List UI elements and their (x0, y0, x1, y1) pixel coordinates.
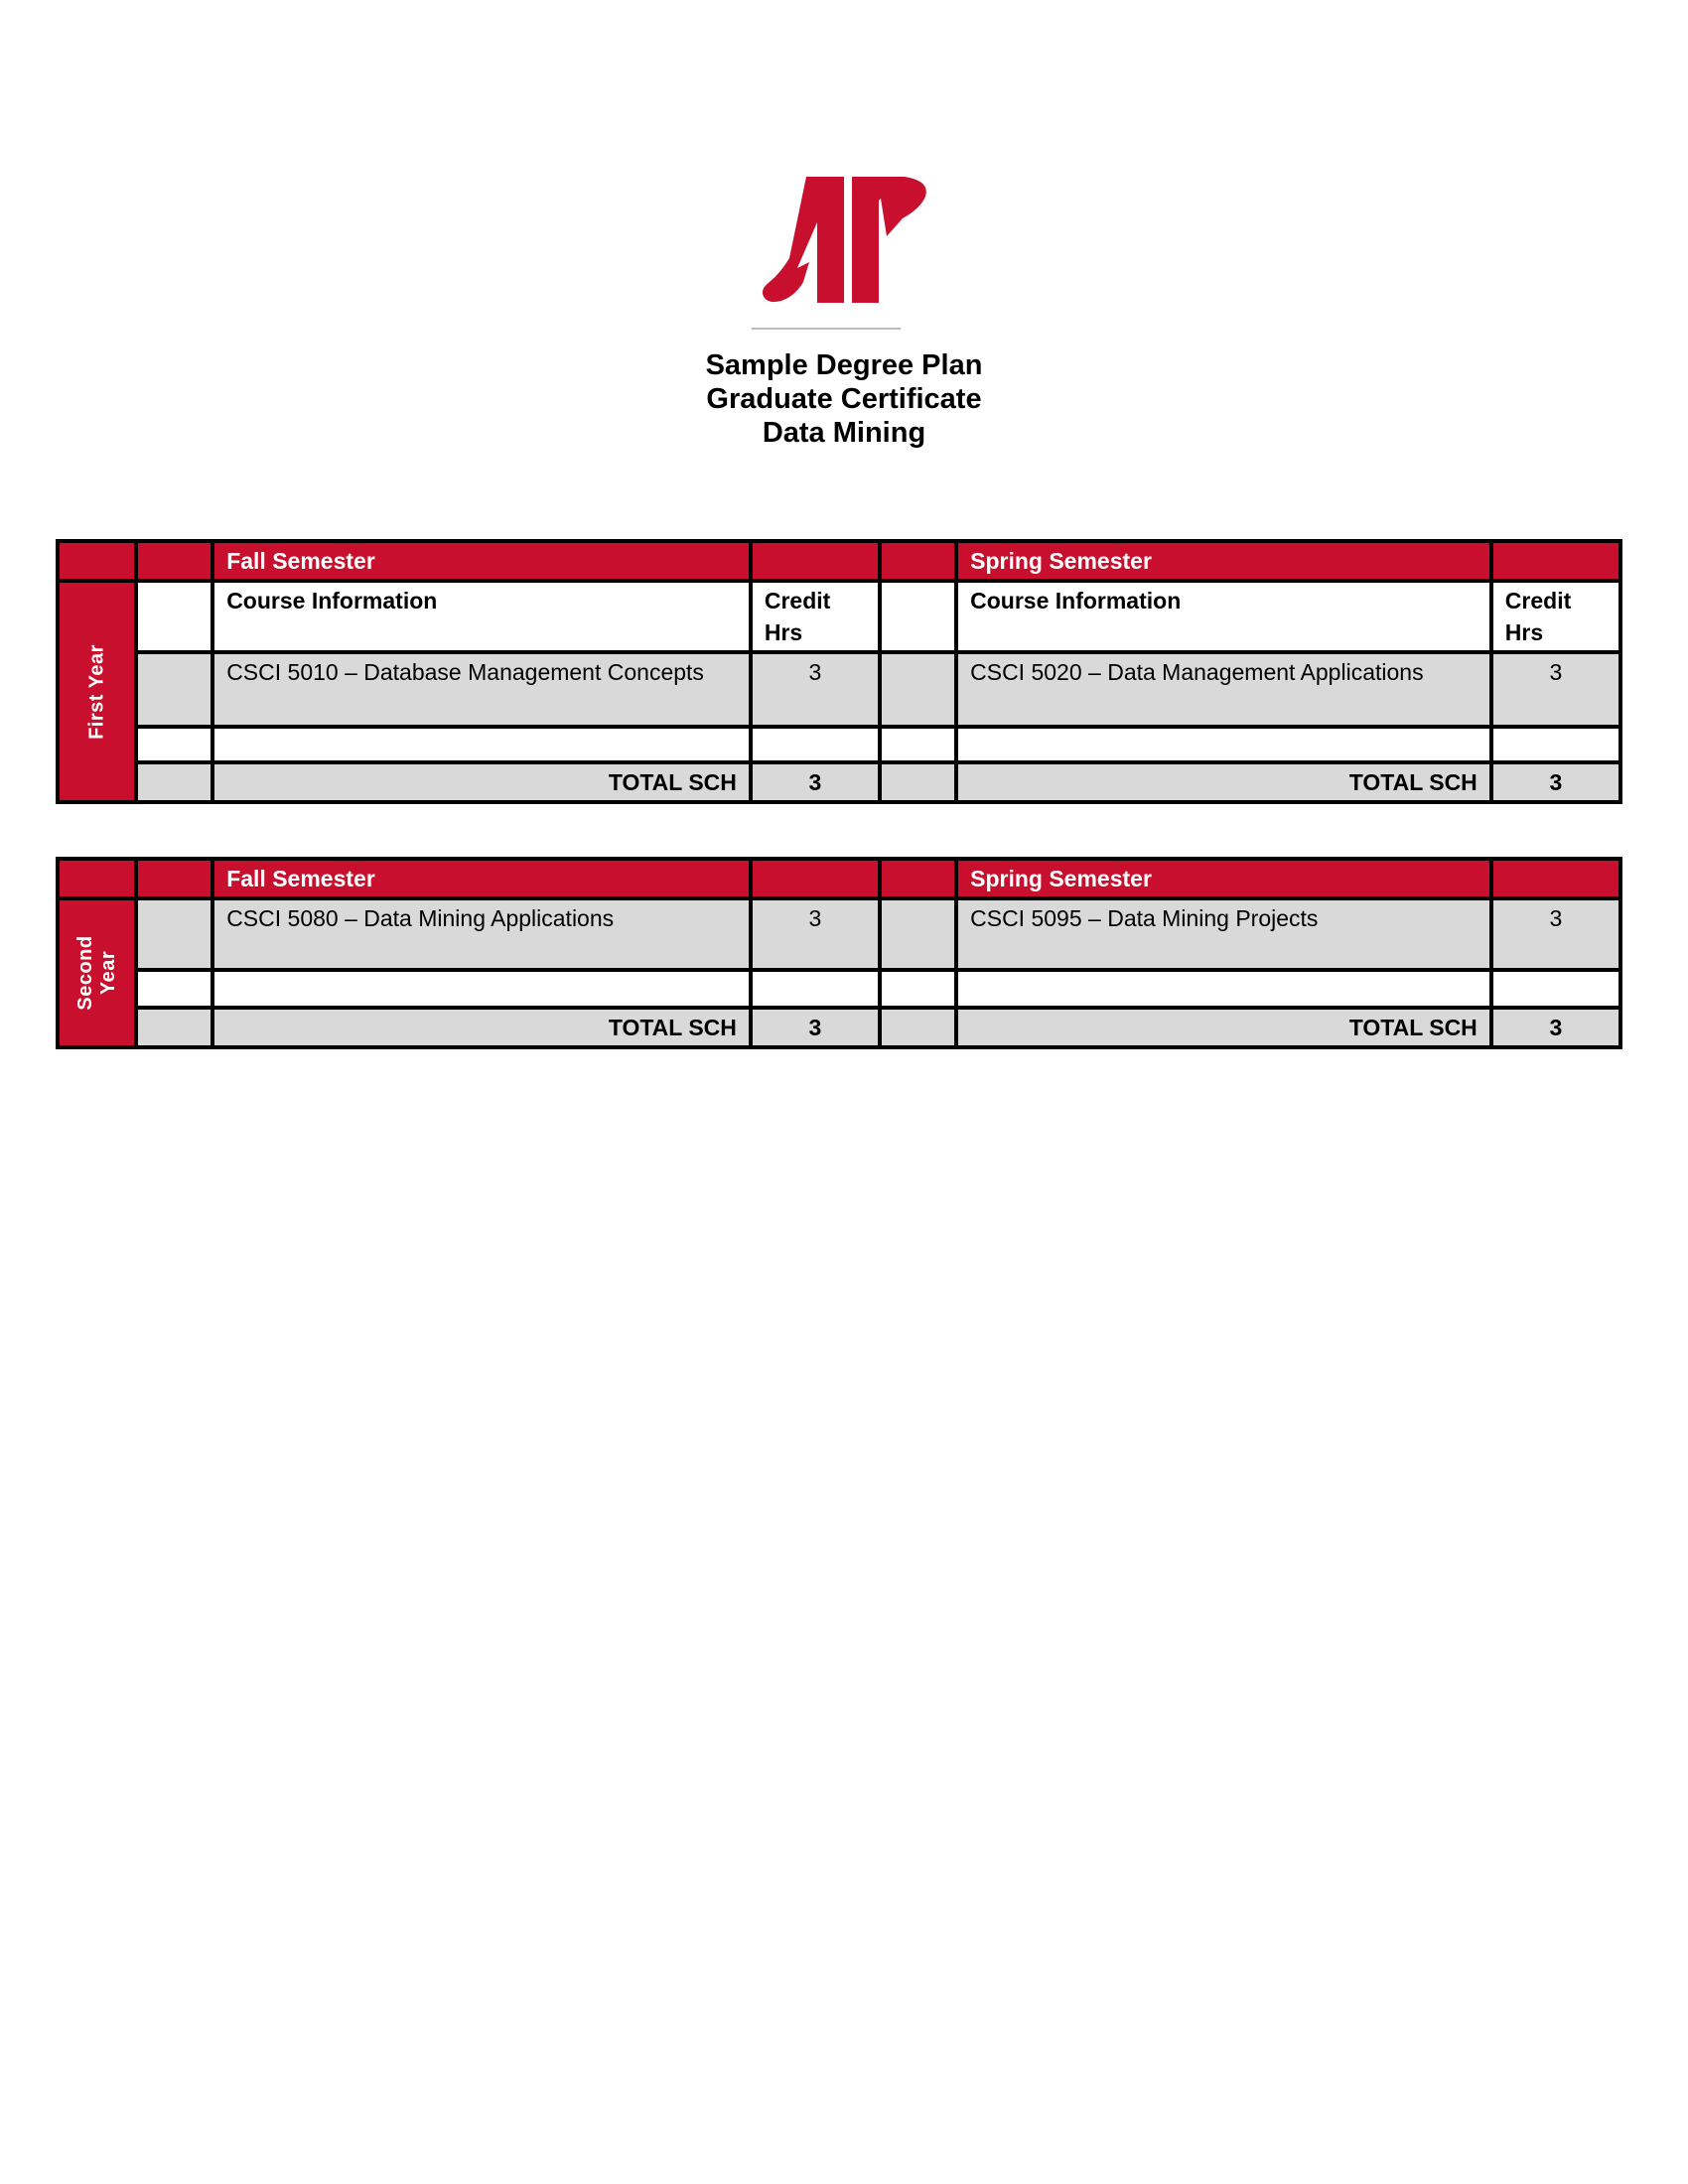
total-row (58, 1008, 1620, 1047)
document-title (0, 348, 1688, 450)
spacer-cell (136, 762, 212, 802)
spring-total-value: 3 (1491, 1008, 1620, 1047)
fall-total-value: 3 (751, 1008, 880, 1047)
fall-course-info-header: Course Information (212, 581, 751, 652)
fall-credit-header-spacer (751, 541, 880, 581)
ap-monogram-icon (760, 177, 933, 303)
spring-credit-header-spacer (1491, 859, 1620, 898)
gap-cell (880, 652, 956, 727)
logo-image-edge (752, 328, 901, 330)
title-line-3: Data Mining (762, 417, 926, 449)
fall-course-cell: CSCI 5010 – Database Management Concepts (212, 652, 751, 727)
spring-total-label: TOTAL SCH (956, 762, 1491, 802)
empty-spring-course-cell (956, 727, 1491, 762)
gap-header-spacer (880, 541, 956, 581)
empty-fall-course-cell (212, 727, 751, 762)
spacer-cell (136, 1008, 212, 1047)
spring-course-cell: CSCI 5095 – Data Mining Projects (956, 898, 1491, 970)
spacer-cell (136, 652, 212, 727)
course-row (58, 898, 1620, 970)
spring-credit-header-spacer (1491, 541, 1620, 581)
spring-course-cell: CSCI 5020 – Data Management Applications (956, 652, 1491, 727)
empty-fall-credit-cell (751, 970, 880, 1008)
empty-row (58, 970, 1620, 1008)
spring-semester-header: Spring Semester (956, 859, 1491, 898)
fall-credit-hrs-header: Credit Hrs (751, 581, 880, 652)
gap-cell (880, 762, 956, 802)
gap-cell (880, 581, 956, 652)
gap-cell (880, 898, 956, 970)
empty-fall-course-cell (212, 970, 751, 1008)
spring-total-label: TOTAL SCH (956, 1008, 1491, 1047)
fall-course-credit: 3 (751, 898, 880, 970)
year-header-spacer (58, 541, 136, 581)
spacer-cell (136, 898, 212, 970)
spacer-cell (136, 970, 212, 1008)
spring-course-credit: 3 (1491, 898, 1620, 970)
first-year-table (56, 539, 1622, 804)
empty-spring-course-cell (956, 970, 1491, 1008)
spring-total-value: 3 (1491, 762, 1620, 802)
gap-header-spacer (880, 859, 956, 898)
title-line-1: Sample Degree Plan (705, 349, 983, 381)
fall-course-credit: 3 (751, 652, 880, 727)
spring-semester-header: Spring Semester (956, 541, 1491, 581)
semester-header-row (58, 859, 1620, 898)
empty-spring-credit-cell (1491, 970, 1620, 1008)
title-line-2: Graduate Certificate (706, 383, 982, 415)
header-spacer (136, 541, 212, 581)
fall-total-label: TOTAL SCH (212, 762, 751, 802)
gap-cell (880, 970, 956, 1008)
spring-credit-hrs-header: Credit Hrs (1491, 581, 1620, 652)
fall-semester-header: Fall Semester (212, 859, 751, 898)
semester-header-row (58, 541, 1620, 581)
spring-course-credit: 3 (1491, 652, 1620, 727)
course-row (58, 652, 1620, 727)
second-year-label-cell (58, 898, 136, 1047)
column-header-row (58, 581, 1620, 652)
fall-semester-header: Fall Semester (212, 541, 751, 581)
fall-total-label: TOTAL SCH (212, 1008, 751, 1047)
fall-total-value: 3 (751, 762, 880, 802)
first-year-label-cell (58, 581, 136, 802)
first-year-label: First Year (85, 643, 108, 740)
empty-spring-credit-cell (1491, 727, 1620, 762)
header-spacer (136, 859, 212, 898)
spacer-cell (136, 727, 212, 762)
empty-fall-credit-cell (751, 727, 880, 762)
empty-row (58, 727, 1620, 762)
fall-course-cell: CSCI 5080 – Data Mining Applications (212, 898, 751, 970)
second-year-table (56, 857, 1622, 1049)
gap-cell (880, 727, 956, 762)
fall-credit-header-spacer (751, 859, 880, 898)
second-year-label: Second Year (73, 935, 119, 1011)
spring-course-info-header: Course Information (956, 581, 1491, 652)
year-header-spacer (58, 859, 136, 898)
total-row (58, 762, 1620, 802)
university-logo (760, 177, 933, 303)
gap-cell (880, 1008, 956, 1047)
spacer-cell (136, 581, 212, 652)
